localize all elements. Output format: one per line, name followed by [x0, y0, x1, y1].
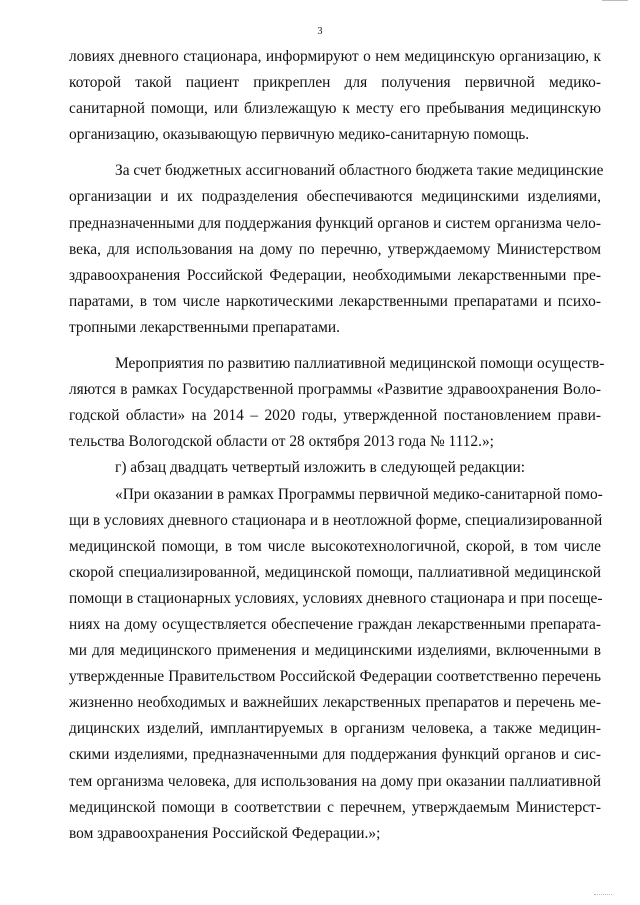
text-line: скорой специализированной, медицинской помощи, паллиативной медицинской [69, 563, 601, 581]
text-line: жизненно необходимых и важнейших лекарственных препаратов и перечень ме- [69, 694, 601, 712]
text-line: здравоохранения Российской Федерации, необходимыми лекарственными пре- [69, 266, 601, 284]
text-line: паратами, в том числе наркотическими лекарственными препаратами и психо- [69, 292, 601, 310]
text-line: которой такой пациент прикреплен для получения первичной медико- [69, 74, 601, 92]
amendment-item-line: г) абзац двадцать четвертый изложить в следующей редакции: [115, 459, 525, 477]
text-line: дицинских изделий, имплантируемых в организм человека, а также медицин- [69, 720, 601, 738]
scan-bottom-mark [594, 894, 612, 897]
text-line: тем организма человека, для использования на дому при оказании паллиативной [69, 772, 601, 790]
paragraph-first-line: За счет бюджетных ассигнований областного бюджета такие медицинские [115, 162, 604, 180]
quoted-paragraph-first-line: «При оказании в рамках Программы первичной медико-санитарной помо- [115, 485, 603, 503]
text-line: ловиях дневного стационара, информируют о нем медицинскую организацию, к [69, 48, 601, 65]
text-line: организацию, оказывающую первичную медико-санитарную помощь. [69, 126, 530, 144]
document-body [69, 44, 605, 847]
text-line: ниях на дому осуществляется обеспечение граждан лекарственными препарата- [69, 615, 601, 633]
text-line: ми для медицинского применения и медицинскими изделиями, включенными в [69, 642, 601, 660]
scan-corner-mark [602, 0, 628, 5]
text-line: санитарной помощи, или близлежащую к месту его пребывания медицинскую [69, 100, 601, 118]
text-line: помощи в стационарных условиях, условиях дневного стационара и при посеще- [69, 589, 603, 607]
text-line: века, для использования на дому по перечню, утверждаемому Министерством [69, 240, 601, 258]
text-line: тельства Вологодской области от 28 октября 2013 года № 1112.»; [69, 433, 494, 451]
text-line: скими изделиями, предназначенными для поддержания функций органов и сис- [69, 746, 601, 764]
text-line: щи в условиях дневного стационара и в неотложной форме, специализированной [69, 511, 603, 529]
paragraph-gap [69, 148, 601, 158]
text-line: медицинской помощи, в том числе высокотехнологичной, скорой, в том числе [69, 537, 601, 555]
text-line: вом здравоохранения Российской Федерации.»; [69, 824, 381, 842]
text-line: тропными лекарственными препаратами. [69, 318, 340, 336]
text-line: организации и их подразделения обеспечиваются медицинскими изделиями, [69, 188, 601, 206]
text-line: медицинской помощи в соответствии с перечнем, утверждаемым Министерст- [69, 798, 601, 816]
text-line: предназначенными для поддержания функций органов и систем организма чело- [69, 214, 601, 232]
page-number: 3 [317, 26, 323, 37]
paragraph-first-line: Мероприятия по развитию паллиативной медицинской помощи осуществ- [115, 355, 605, 373]
text-line: годской области» на 2014 – 2020 годы, утвержденной постановлением прави- [69, 407, 601, 425]
paragraph-gap [69, 341, 601, 351]
text-line: утвержденные Правительством Российской Федерации соответственно перечень [69, 668, 601, 686]
text-line: ляются в рамках Государственной программы «Развитие здравоохранения Воло- [69, 381, 601, 399]
